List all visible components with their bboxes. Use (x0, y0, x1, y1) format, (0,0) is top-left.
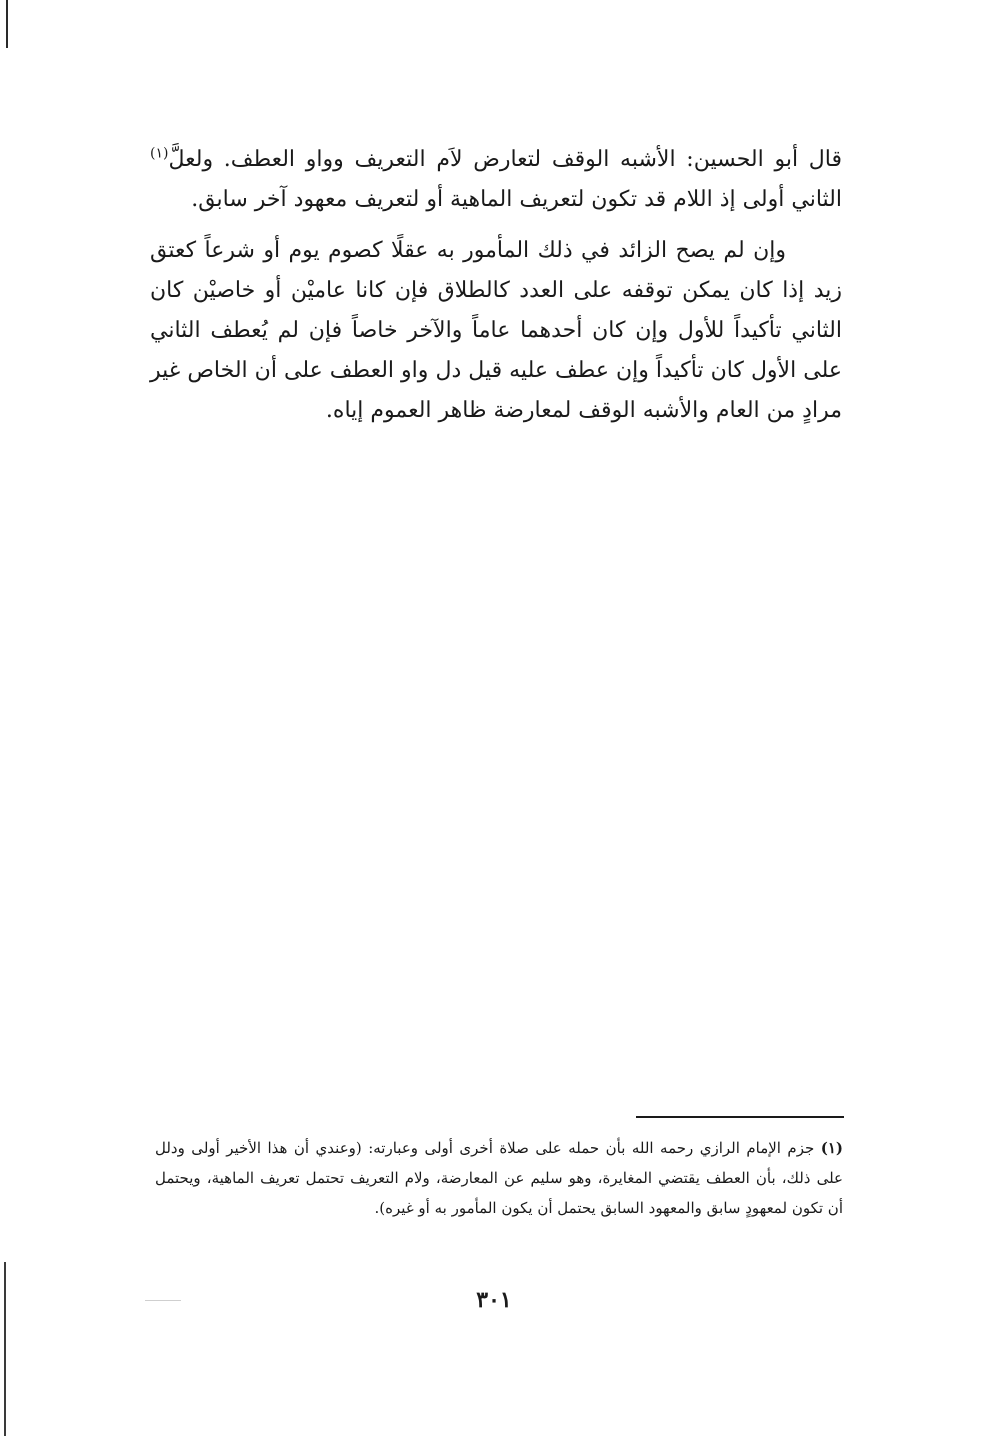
paragraph-1 (150, 140, 842, 220)
footnote-divider (636, 1116, 844, 1118)
paragraph-2: وإن لم يصح الزائد في ذلك المأمور به عقلًا كصوم يوم أو شرعاً كعتق زيد إذا كان يمكن توقفه على العدد كالطلاق فإن كانا عاميْن أو خاصيْن كان الثاني تأكيداً للأول وإن كان أحدهما عاماً والآخر خاصاً فإن لم يُعطف الثاني على الأول كان تأكيداً وإن عطف عليه قيل دل واو العطف على أن الخاص غير مرادٍ من العام والأشبه الوقف لمعارضة ظاهر العموم إياه. (150, 238, 842, 423)
scan-edge-mark-top (6, 0, 8, 48)
page-number: ٣٠١ (476, 1287, 512, 1313)
footnote-reference-marker[interactable]: (١) (150, 145, 169, 162)
footnote-text: جزم الإمام الرازي رحمه الله بأن حمله على صلاة أخرى أولى وعبارته: (وعندي أن هذا الأخير أولى ودلل على ذلك، بأن العطف يقتضي المغايرة، وهو سليم عن المعارضة، ولام التعريف تحتمل تعريف الماهية، ويحتمل أن تكون لمعهودٍ سابق والمعهود السابق يحتمل أن يكون المأمور به أو غيره). (155, 1139, 843, 1217)
footnote (155, 1133, 843, 1223)
footnote-number: (١) (820, 1139, 843, 1157)
paragraph-1-text-end: الثاني أولى إذ اللام قد تكون لتعريف الماهية أو لتعريف معهود آخر سابق. (191, 187, 842, 212)
main-text-body (150, 140, 842, 431)
paragraph-1-text-start: قال أبو الحسين: الأشبه الوقف لتعارض لاَم التعريف وواو العطف. ولعلَّ (168, 147, 842, 172)
